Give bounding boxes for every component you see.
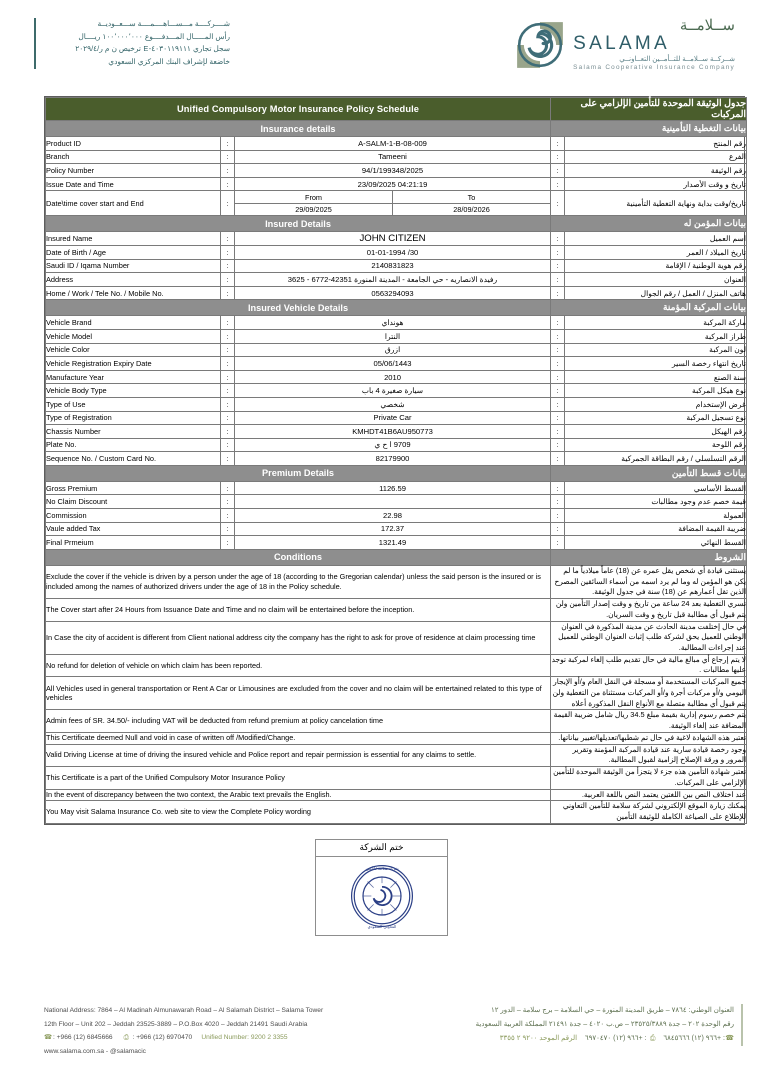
row-colon: :	[221, 438, 235, 452]
row-colon: :	[221, 509, 235, 523]
condition-row	[46, 710, 747, 732]
row-colon: :	[221, 316, 235, 330]
conditions-header-en: Conditions	[46, 549, 551, 565]
doc-table	[45, 97, 747, 824]
row-label-en: Insured Name	[46, 232, 221, 246]
condition-en: Exclude the cover if the vehicle is driven by a person under the age of 18 (according to the Gregorian calendar) unless the said person is the insured or is included among the names of authorized drivers under the age of 18 in the Policy schedule.	[46, 565, 551, 598]
condition-ar: وجود رخصة قيادة سارية عند قيادة المركبة المؤمنة وتقرير المرور و ورقة الإصلاح إلزامية لقبول المطالبة.	[551, 744, 747, 766]
row-value: النترا	[235, 329, 551, 343]
footer-address-line-2: 12th Floor – Unit 202 – Jeddah 23525-3889 – P.O.Box 4020 – Jeddah 21491 Saudi Arabia	[44, 1020, 308, 1028]
table-row	[46, 286, 747, 300]
cover-period-cell	[235, 191, 551, 216]
row-colon: :	[551, 397, 565, 411]
row-colon: :	[551, 191, 565, 216]
row-label-ar: قيمة خصم عدم وجود مطالبات	[565, 495, 747, 509]
row-colon: :	[221, 522, 235, 536]
row-label-ar: هاتف المنزل / العمل / رقم الجوال	[565, 286, 747, 300]
condition-en: In the event of discrepancy between the two context, the Arabic text prevails the English.	[46, 789, 551, 801]
row-colon: :	[551, 481, 565, 495]
salama-spiral-icon	[514, 19, 566, 71]
section-header-en: Insurance details	[46, 121, 551, 137]
svg-text:شركة سلامة للتأمين: شركة سلامة للتأمين	[364, 865, 399, 871]
section-header-ar: بيانات قسط التأمين	[551, 465, 747, 481]
row-value: 94/1/199348/2025	[235, 164, 551, 178]
row-value: 01-01-1994 /30	[235, 245, 551, 259]
footer-ar-phone-label: :	[721, 1035, 725, 1042]
row-value: 2010	[235, 370, 551, 384]
title-arabic: جدول الوثيقة الموحدة للتأمين الإلزامي على المركبات	[551, 98, 747, 121]
table-row	[46, 137, 747, 151]
table-row	[46, 384, 747, 398]
row-label-ar: رقم هوية الوطنية / الإقامة	[565, 259, 747, 273]
registration-line-1: شــــركــــة مـــســـاهــــمــــة ســـعــوديــة	[97, 19, 230, 28]
row-colon: :	[551, 232, 565, 246]
footer-ar-address-line-2: رقم الوحدة ٢٠٢ – جدة ٢٣٥٢٥/٣٨٨٩ – ص.ب ٤٠٢٠ – جدة ٢١٤٩١ المملكة العربية السعودية	[475, 1021, 734, 1028]
section-header-en: Premium Details	[46, 465, 551, 481]
row-colon: :	[221, 137, 235, 151]
row-colon: :	[551, 509, 565, 523]
row-colon: :	[221, 536, 235, 550]
condition-row	[46, 599, 747, 621]
row-label-ar: القسط الأساسي	[565, 481, 747, 495]
row-value: Tameeni	[235, 150, 551, 164]
condition-en: This Certificate is a part of the Unified Compulsory Motor Insurance Policy	[46, 767, 551, 789]
row-label-en: Issue Date and Time	[46, 177, 221, 191]
row-label-en: Vehicle Brand	[46, 316, 221, 330]
row-colon: :	[551, 177, 565, 191]
cover-from-value: 29/09/2025	[235, 203, 393, 215]
row-value: 172.37	[235, 522, 551, 536]
row-colon: :	[551, 245, 565, 259]
condition-row	[46, 801, 747, 823]
section-header	[46, 465, 747, 481]
condition-en: You May visit Salama Insurance Co. web site to view the Complete Policy wording	[46, 801, 551, 823]
row-colon: :	[551, 384, 565, 398]
row-label-en: Saudi ID / Iqama Number	[46, 259, 221, 273]
row-label-en: Vehicle Model	[46, 329, 221, 343]
row-value: 23/09/2025 04:21:19	[235, 177, 551, 191]
condition-en: The Cover start after 24 Hours from Issuance Date and Time and no claim will be entertained before the inception.	[46, 599, 551, 621]
row-label-ar: تاريخ/وقت بداية ونهاية التغطية التأمينية	[565, 191, 747, 216]
row-label-en: Chassis Number	[46, 425, 221, 439]
condition-en: All Vehicles used in general transportation or Rent A Car or Limousines are excluded from the cover and no claim will be entertained related to this type of vehicles	[46, 677, 551, 710]
footer-ar-contact-row	[476, 1032, 734, 1046]
section-header-ar: بيانات التغطية التأمينية	[551, 121, 747, 137]
row-colon: :	[221, 343, 235, 357]
row-label-ar: ضريبة القيمة المضافة	[565, 522, 747, 536]
fax-icon-ar: ⎙	[649, 1035, 656, 1042]
row-label-en: Final Prmeium	[46, 536, 221, 550]
condition-ar: يتم خصم رسوم إدارية بقيمة مبلغ 34.5 ريال شامل ضريبة القيمة المضافة عند إلغاء الوثيقة.	[551, 710, 747, 732]
stamp-body	[316, 857, 447, 935]
condition-row	[46, 565, 747, 598]
logo-wordmark	[573, 18, 735, 71]
row-label-ar: نوع هيكل المركبة	[565, 384, 747, 398]
footer-fax-label: :	[132, 1034, 137, 1042]
row-value: هونداي	[235, 316, 551, 330]
footer-ar-unified-number: الرقم الموحد ٩٢٠٠ ٢ ٣٣٥٥	[499, 1035, 578, 1042]
row-value: 22.98	[235, 509, 551, 523]
row-label-en: Vehicle Registration Expiry Date	[46, 357, 221, 371]
row-colon: :	[551, 164, 565, 178]
row-label-en: Address	[46, 273, 221, 287]
table-row	[46, 150, 747, 164]
row-value	[235, 495, 551, 509]
row-label-ar: العمولة	[565, 509, 747, 523]
table-row	[46, 411, 747, 425]
svg-text:التعاوني السعودي: التعاوني السعودي	[367, 923, 396, 929]
footer-ar-fax: +٩٦٦ (١٢) ٦٩٧٠٤٧٠	[584, 1035, 643, 1042]
company-seal-icon	[339, 858, 425, 934]
row-colon: :	[551, 438, 565, 452]
row-colon: :	[221, 177, 235, 191]
row-label-en: Manufacture Year	[46, 370, 221, 384]
condition-ar: لا يتم إرجاع أي مبالغ مالية في حال تقديم طلب إلغاء لمركبة توجد عليها مطالبات .	[551, 654, 747, 676]
condition-ar: جميع المركبات المستخدمة أو مسجلة في النقل العام و/أو الإيجار اليومي و/أو مركبات أجرة و/أو المركبات مستثناة من التغطية ولن يتم قبول أي مطالبة متصلة مع الأنواع النقل المذكورة أعلاه	[551, 677, 747, 710]
table-row	[46, 177, 747, 191]
cover-from-label: From	[235, 191, 393, 203]
logo-english-name: SALAMA	[573, 33, 671, 54]
row-label-en: Type of Registration	[46, 411, 221, 425]
row-label-en: Gross Premium	[46, 481, 221, 495]
row-colon: :	[221, 164, 235, 178]
row-value: 1321.49	[235, 536, 551, 550]
row-colon: :	[551, 329, 565, 343]
conditions-header	[46, 549, 747, 565]
footer-arabic-block	[476, 1004, 743, 1046]
row-colon: :	[551, 273, 565, 287]
row-colon: :	[551, 316, 565, 330]
row-value: 9709 ا ح ي	[235, 438, 551, 452]
row-label-ar: غرض الإستخدام	[565, 397, 747, 411]
row-colon: :	[221, 411, 235, 425]
table-row	[46, 329, 747, 343]
table-row	[46, 232, 747, 246]
row-label-en: Date\time cover start and End	[46, 191, 221, 216]
table-row	[46, 273, 747, 287]
row-label-ar: الرقم التسلسلي / رقم البطاقة الجمركية	[565, 452, 747, 466]
section-header-ar: بيانات المؤمن له	[551, 216, 747, 232]
condition-row	[46, 744, 747, 766]
row-label-en: Vehicle Color	[46, 343, 221, 357]
page-footer	[0, 994, 763, 1080]
row-label-ar: تاريخ انتهاء رخصة السير	[565, 357, 747, 371]
logo-english-subtitle: Salama Cooperative Insurance Company	[573, 64, 735, 71]
condition-en: In Case the city of accident is different from Client national address city the company has the right to ask for prove of residence at claim processing time	[46, 621, 551, 654]
row-label-ar: رقم الهيكل	[565, 425, 747, 439]
footer-phone: +966 (12) 6845666	[56, 1034, 113, 1042]
table-row	[46, 245, 747, 259]
logo-arabic-name: ســلامــة	[679, 17, 735, 34]
footer-address-line-1: National Address: 7864 – Al Madinah Almunawarah Road – Al Salamah District – Salama Tower	[44, 1007, 324, 1014]
row-value: Private Car	[235, 411, 551, 425]
table-row	[46, 438, 747, 452]
registration-line-4: خاضعة لإشراف البنك المركزي السعودي	[108, 57, 230, 67]
cover-to-label: To	[393, 191, 551, 203]
footer-ar-fax-label: :	[642, 1035, 647, 1042]
condition-ar: يستثنى قيادة أي شخص يقل عمره عن (18) عاماً ميلادياً ما لم يكن هو المؤمن له وما لم يرد اسمه من أسماء السائقين المصرح الذين تقل أعمارهم عن (18) سنة في جدول الوثيقة.	[551, 565, 747, 598]
row-colon: :	[221, 286, 235, 300]
salama-logo	[514, 18, 741, 71]
row-label-ar: اسم العميل	[565, 232, 747, 246]
footer-ar-phone: +٩٦٦ (١٢) ٦٨٤٥٦٦٦	[663, 1035, 722, 1042]
row-label-en: Vehicle Body Type	[46, 384, 221, 398]
title-english: Unified Compulsory Motor Insurance Policy Schedule	[46, 98, 551, 121]
row-colon: :	[551, 425, 565, 439]
row-value: 1126.59	[235, 481, 551, 495]
condition-en: Admin fees of SR. 34.50/- including VAT will be deducted from refund premium at policy cancelation time	[46, 710, 551, 732]
condition-row	[46, 677, 747, 710]
row-colon: :	[221, 329, 235, 343]
row-label-ar: رقم اللوحة	[565, 438, 747, 452]
row-colon: :	[551, 536, 565, 550]
table-row	[46, 343, 747, 357]
table-row	[46, 357, 747, 371]
section-header-en: Insured Vehicle Details	[46, 300, 551, 316]
row-colon: :	[221, 481, 235, 495]
row-label-ar: رقم المنتج	[565, 137, 747, 151]
condition-ar: تسري التغطية بعد 24 ساعة من تاريخ و وقت إصدار التأمين ولن يتم قبول أي مطالبة قبل تاريخ و وقت السريان.	[551, 599, 747, 621]
table-row	[46, 397, 747, 411]
row-value: 2140831823	[235, 259, 551, 273]
row-colon: :	[551, 411, 565, 425]
condition-row	[46, 789, 747, 801]
row-colon: :	[221, 425, 235, 439]
company-registration-block	[34, 18, 230, 69]
row-colon: :	[551, 522, 565, 536]
condition-row	[46, 621, 747, 654]
table-row	[46, 316, 747, 330]
row-value: شخصي	[235, 397, 551, 411]
row-label-en: Date of Birth / Age	[46, 245, 221, 259]
row-label-en: Commission	[46, 509, 221, 523]
registration-line-2: رأس المـــــال المـــدفــــوع ١٠٠٬٠٠٠٬٠٠٠ ريــــال	[78, 31, 230, 41]
row-label-en: Plate No.	[46, 438, 221, 452]
footer-fax: +966 (12) 6970470	[136, 1034, 193, 1042]
condition-row	[46, 767, 747, 789]
row-colon: :	[551, 357, 565, 371]
table-row	[46, 259, 747, 273]
row-label-en: Product ID	[46, 137, 221, 151]
footer-contact-row	[44, 1031, 323, 1045]
section-header	[46, 121, 747, 137]
condition-ar: تعتبر شهادة التأمين هذه جزء لا يتجزأ من الوثيقة الموحدة للتأمين الإلزامي على المركبات.	[551, 767, 747, 789]
row-colon: :	[221, 273, 235, 287]
section-header	[46, 300, 747, 316]
footer-english-block	[44, 1004, 323, 1058]
table-row	[46, 522, 747, 536]
policy-schedule-table	[44, 96, 745, 825]
condition-ar: في حال إختلفت مدينة الحادث عن مدينة المذكورة في العنوان الوطني للعميل يحق لشركة طلب إثبات العنوان الوطني للعميل عند إجراءات المطالبة.	[551, 621, 747, 654]
row-label-ar: الفرع	[565, 150, 747, 164]
row-colon: :	[221, 370, 235, 384]
fax-icon: ⎙	[123, 1034, 129, 1042]
cover-to-value: 28/09/2026	[393, 203, 551, 215]
row-colon: :	[221, 245, 235, 259]
row-label-en: Type of Use	[46, 397, 221, 411]
row-label-en: Policy Number	[46, 164, 221, 178]
row-label-en: Sequence No. / Custom Card No.	[46, 452, 221, 466]
row-label-ar: تاريخ و وقت الأصدار	[565, 177, 747, 191]
row-colon: :	[221, 259, 235, 273]
row-label-ar: القسط النهائي	[565, 536, 747, 550]
condition-row	[46, 654, 747, 676]
condition-row	[46, 732, 747, 744]
title-bar	[46, 98, 747, 121]
footer-unified-number: Unified Number: 9200 2 3355	[201, 1034, 288, 1042]
section-header-ar: بيانات المركبة المؤمنة	[551, 300, 747, 316]
row-colon: :	[551, 495, 565, 509]
table-row	[46, 425, 747, 439]
table-row	[46, 452, 747, 466]
row-colon: :	[221, 452, 235, 466]
row-value: 0563294093	[235, 286, 551, 300]
condition-en: This Certificate deemed Null and void in case of written off /Modified/Change.	[46, 732, 551, 744]
cover-period-table	[235, 191, 550, 215]
row-label-en: No Claim Discount	[46, 495, 221, 509]
row-colon: :	[221, 397, 235, 411]
row-colon: :	[221, 150, 235, 164]
section-header-en: Insured Details	[46, 216, 551, 232]
condition-ar: تعتبر هذه الشهادة لاغية في حال تم شطبها/تعديلها/تغيير بياناتها.	[551, 732, 747, 744]
condition-en: No refund for deletion of vehicle on which claim has been reported.	[46, 654, 551, 676]
table-row	[46, 481, 747, 495]
row-colon: :	[551, 370, 565, 384]
row-value: KMHDT41B6AU950773	[235, 425, 551, 439]
row-label-ar: نوع تسجيل المركبة	[565, 411, 747, 425]
row-label-ar: العنوان	[565, 273, 747, 287]
row-label-ar: رقم الوثيقة	[565, 164, 747, 178]
footer-phone-label: :	[53, 1034, 57, 1042]
row-colon: :	[551, 286, 565, 300]
conditions-header-ar: الشروط	[551, 549, 747, 565]
row-label-ar: لون المركبة	[565, 343, 747, 357]
row-label-en: Branch	[46, 150, 221, 164]
footer-website[interactable]: www.salama.com.sa - @salamacic	[44, 1047, 146, 1055]
row-label-en: Home / Work / Tele No. / Mobile No.	[46, 286, 221, 300]
phone-icon: ☎	[44, 1034, 53, 1042]
row-value: JOHN CITIZEN	[235, 232, 551, 246]
row-colon: :	[221, 384, 235, 398]
company-stamp-box	[315, 839, 448, 936]
row-value: 05/06/1443	[235, 357, 551, 371]
table-row	[46, 164, 747, 178]
row-value: A-SALM-1-B-08-009	[235, 137, 551, 151]
row-label-ar: سنة الصنع	[565, 370, 747, 384]
row-label-ar: تاريخ الميلاد / العمر	[565, 245, 747, 259]
row-label-ar: طراز المركبة	[565, 329, 747, 343]
row-colon: :	[551, 452, 565, 466]
table-row	[46, 495, 747, 509]
row-colon: :	[551, 259, 565, 273]
row-label-en: Vaule added Tax	[46, 522, 221, 536]
row-colon: :	[221, 357, 235, 371]
section-header	[46, 216, 747, 232]
table-row	[46, 536, 747, 550]
row-colon: :	[221, 495, 235, 509]
row-label-ar: ماركة المركبة	[565, 316, 747, 330]
row-colon: :	[221, 232, 235, 246]
row-value: ازرق	[235, 343, 551, 357]
row-colon: :	[551, 343, 565, 357]
condition-en: Valid Driving License at time of driving the insured vehicle and Police report and repair permission is essential for any claims to settle.	[46, 744, 551, 766]
registration-line-3: سجل تجاري ٤٠٣٠١١٩١١١-E ترخيص ن م ر/٢٠٢٩/٤	[75, 44, 230, 54]
table-row	[46, 370, 747, 384]
condition-ar: عند اختلاف النص بين اللغتين يعتمد النص باللغة العربية.	[551, 789, 747, 801]
row-colon: :	[551, 137, 565, 151]
condition-ar: يمكنك زيارة الموقع الإلكتروني لشركة سلامة للتأمين التعاوني للإطلاع على الصياغة الكاملة للوثيقة التأمين	[551, 801, 747, 823]
table-row	[46, 191, 747, 216]
stamp-title: ختم الشركة	[316, 840, 447, 857]
table-row	[46, 509, 747, 523]
letterhead	[0, 0, 763, 92]
row-value: سيارة صغيرة 4 باب	[235, 384, 551, 398]
footer-ar-address-line-1: العنوان الوطني: ٧٨٦٤ – طريق المدينة المنورة – حي السلامة – برج سلامة – الدور ١٢	[490, 1007, 734, 1014]
row-value: رفيدة الانصاريه - حي الجامعة - المدينة المنورة 42351-6772 - 3625	[235, 273, 551, 287]
logo-arabic-subtitle: شــركــة ســلامــة للتــأمــين التعــاونــي	[619, 56, 735, 63]
row-colon: :	[551, 150, 565, 164]
phone-icon-ar: ☎	[725, 1035, 734, 1042]
row-colon: :	[221, 191, 235, 216]
row-value: 82179900	[235, 452, 551, 466]
